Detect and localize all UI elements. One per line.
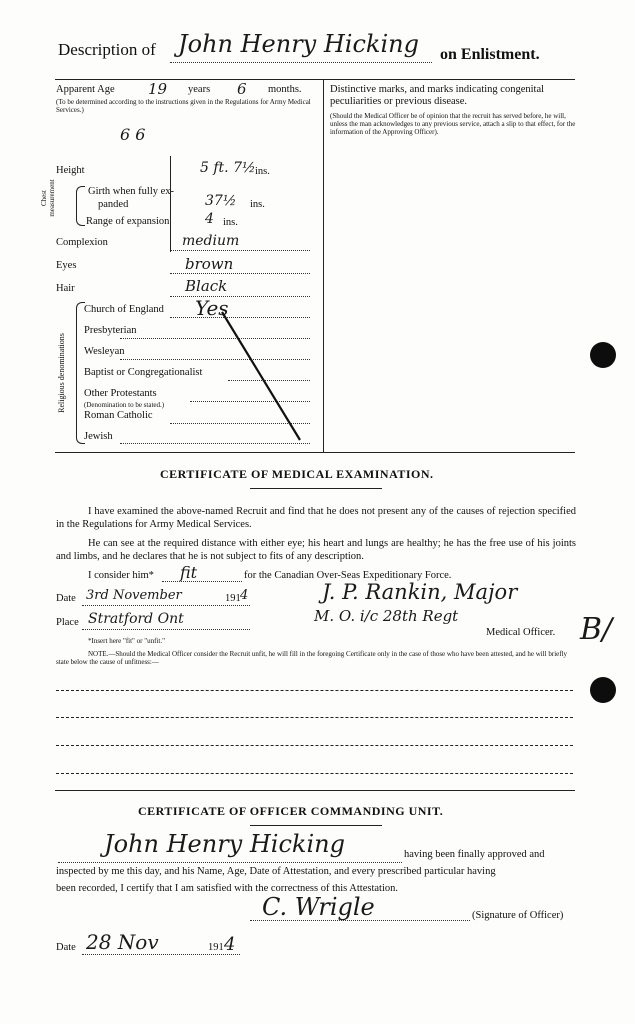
commanding-signature-label: (Signature of Officer): [472, 910, 564, 921]
marks-note: (Should the Medical Officer be of opinion that the recruit has served before, he will, unless the man acknowledges to any previous service, attach a slip to that effect, for the information of the Approving Officer).: [330, 112, 576, 136]
religion-church-of-england: Church of England: [84, 304, 164, 315]
consider-post: for the Canadian Over-Seas Expeditionary Force.: [244, 570, 452, 581]
girth-value: 37½: [205, 193, 237, 209]
religion-mark: Yes: [195, 296, 229, 320]
title-prefix: Description of: [58, 40, 156, 59]
complexion-label: Complexion: [56, 237, 108, 248]
girth-label-2: panded: [98, 199, 129, 210]
recruit-name: John Henry Hicking: [178, 30, 419, 58]
title-suffix: on Enlistment.: [440, 46, 540, 63]
commanding-date-label: Date: [56, 942, 76, 953]
medical-place-label: Place: [56, 617, 79, 628]
age-label: Apparent Age: [56, 84, 115, 95]
religion-roman-catholic: Roman Catholic: [84, 410, 153, 421]
medical-year-printed: 191: [225, 593, 241, 604]
form-title: [58, 40, 156, 60]
religion-strike-line: [220, 310, 310, 446]
range-value: 4: [205, 211, 214, 227]
scribble-mark: 6 6: [120, 125, 146, 144]
months-label: months.: [268, 84, 302, 95]
section-rule-1: [55, 452, 575, 453]
age-years: 19: [148, 80, 168, 98]
unfitness-line-3: [56, 745, 573, 746]
age-note: (To be determined according to the instructions given in the Regulations for Army Medical Services.): [56, 98, 311, 114]
complexion-value: medium: [182, 233, 240, 249]
commanding-line-2: inspected by me this day, and his Name, Age, Date of Attestation, and every prescribed particular having: [56, 866, 496, 877]
religion-wesleyan: Wesleyan: [84, 346, 125, 357]
hair-value: Black: [185, 277, 228, 295]
unfitness-note: NOTE.—Should the Medical Officer consider the Recruit unfit, he will fill in the foregoing Certificate only in the case of those who have been attested, and he will briefly state below the cause of unfitness:—: [56, 650, 568, 666]
unfitness-line-2: [56, 717, 573, 718]
religion-jewish: Jewish: [84, 431, 113, 442]
commanding-year-printed: 191: [208, 942, 224, 953]
hair-label: Hair: [56, 283, 75, 294]
commanding-line-3: been recorded, I certify that I am satisfied with the correctness of this Attestation.: [56, 883, 399, 894]
commanding-year-hw: 4: [224, 934, 236, 955]
religion-baptist: Baptist or Congregationalist: [84, 367, 203, 378]
medical-officer-role: Medical Officer.: [486, 627, 556, 638]
medical-footnote: *Insert here "fit" or "unfit.": [88, 637, 165, 645]
religion-denomination-note: (Denomination to be stated.): [84, 401, 165, 409]
chest-brace: [76, 186, 85, 226]
range-label: Range of expansion: [86, 216, 170, 227]
fitness-value: fit: [180, 563, 198, 582]
medical-date-value: 3rd November: [86, 588, 182, 603]
commanding-recruit-name: John Henry Hicking: [104, 830, 345, 858]
girth-unit: ins.: [250, 199, 265, 210]
religion-presbyterian: Presbyterian: [84, 325, 137, 336]
medical-year-hw: 4: [240, 588, 249, 603]
punch-hole-top: [590, 342, 616, 368]
unfitness-line-4: [56, 773, 573, 774]
medical-place-value: Stratford Ont: [88, 611, 184, 627]
eyes-value: brown: [185, 255, 234, 273]
section-rule-2: [55, 790, 575, 791]
medical-officer-signature: J. P. Rankin, Major: [322, 580, 518, 604]
medical-cert-title: CERTIFICATE OF MEDICAL EXAMINATION.: [160, 467, 434, 481]
commanding-cert-title: CERTIFICATE OF OFFICER COMMANDING UNIT.: [138, 804, 444, 818]
medical-para-2: He can see at the required distance with either eye; his heart and lungs are healthy; he has the free use of his joints and limbs, and he declares that he is not subject to fits of any description.: [56, 538, 576, 562]
commanding-line-1: having been finally approved and: [404, 849, 545, 860]
height-label: Height: [56, 165, 85, 176]
marks-heading: Distinctive marks, and marks indicating congenital peculiarities or previous disease.: [330, 84, 545, 107]
religion-side-label: Religious denominations: [57, 333, 66, 413]
column-divider: [323, 80, 324, 452]
medical-para-1: I have examined the above-named Recruit and find that he does not present any of the causes of rejection specified in the Regulations for Army Medical Services.: [56, 506, 576, 530]
commanding-officer-signature: C. Wrigle: [262, 893, 375, 921]
medical-officer-signature-2: M. O. i/c 28th Regt: [314, 607, 459, 625]
punch-hole-bottom: [590, 677, 616, 703]
margin-mark: B/: [580, 612, 613, 647]
medical-date-label: Date: [56, 593, 76, 604]
chest-side-label: Chest measurement: [40, 179, 56, 217]
eyes-label: Eyes: [56, 260, 77, 271]
years-label: years: [188, 84, 211, 95]
religion-other-protestants: Other Protestants: [84, 388, 157, 399]
consider-label: I consider him*: [88, 570, 154, 581]
girth-label: Girth when fully ex-: [88, 186, 175, 197]
commanding-date-value: 28 Nov: [86, 930, 159, 954]
unfitness-line-1: [56, 690, 573, 691]
range-unit: ins.: [223, 217, 238, 228]
height-unit: ins.: [255, 166, 270, 177]
height-value: 5 ft. 7½: [200, 160, 256, 176]
age-months: 6: [237, 80, 247, 98]
header-rule: [55, 79, 575, 80]
